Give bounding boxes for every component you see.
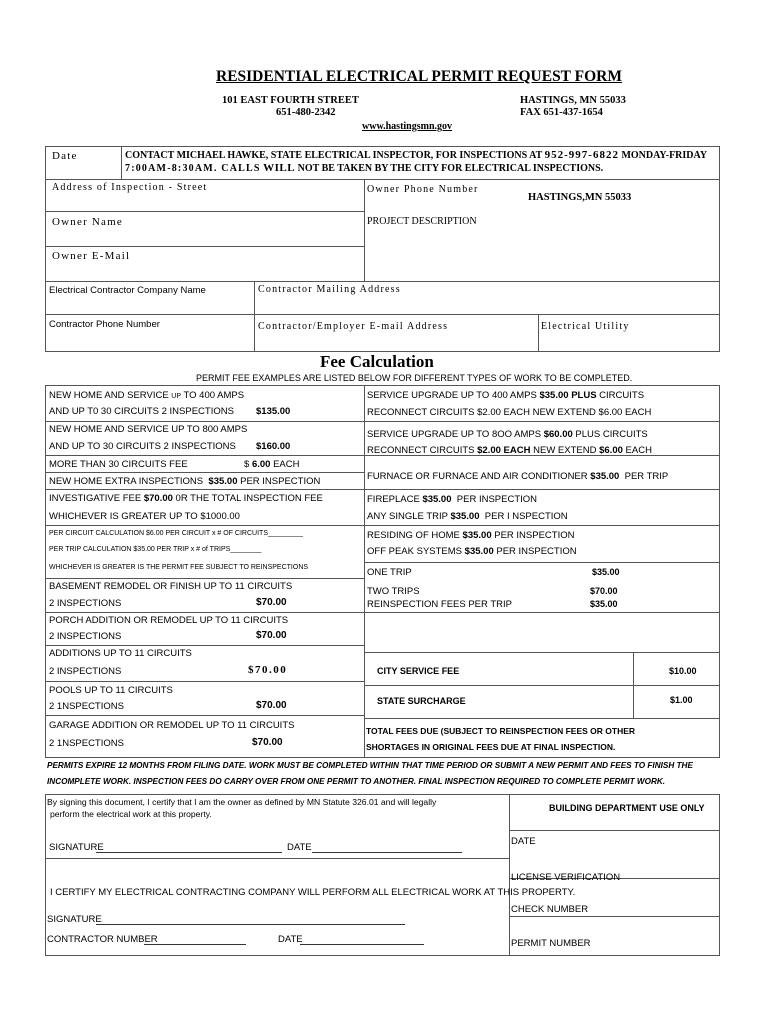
- fee-furnace: FURNACE OR FURNACE AND AIR CONDITIONER $35.00 PER TRIP: [367, 471, 669, 482]
- city-service-fee-amount: $10.00: [669, 666, 697, 676]
- fee-reinspection-amount: $35.00: [590, 599, 618, 609]
- fee-off-peak: OFF PEAK SYSTEMS $35.00 PER INSPECTION: [367, 546, 577, 557]
- fee-pools-amount: $70.00: [256, 700, 287, 711]
- owner-signature-label: SIGNATURE: [49, 842, 104, 853]
- fee-two-trips: TWO TRIPS: [367, 586, 420, 597]
- owner-date-line[interactable]: [312, 852, 462, 853]
- fee-residing: RESIDING OF HOME $35.00 PER INSPECTION: [367, 530, 575, 541]
- fee-basement: BASEMENT REMODEL OR FINISH UP TO 11 CIRCUITS: [49, 581, 293, 592]
- fee-extra-inspections: NEW HOME EXTRA INSPECTIONS $35.00 PER INSPECTION: [49, 476, 321, 487]
- per-circuit-calculation[interactable]: PER CIRCUIT CALCULATION $6.00 PER CIRCUIT x # OF CIRCUITS_________: [49, 530, 304, 537]
- contractor-mailing-field[interactable]: Contractor Mailing Address: [258, 284, 401, 295]
- contractor-number-label: CONTRACTOR NUMBER: [47, 934, 158, 945]
- fee-reconnect-1: RECONNECT CIRCUITS $2.00 EACH NEW EXTEND $6.00 EACH: [367, 407, 652, 418]
- fee-basement-amount: $70.00: [256, 597, 287, 608]
- expiration-notice-line2: INCOMPLETE WORK. INSPECTION FEES DO CARRY OVER FROM ONE PERMIT TO ANOTHER. FINAL INSPECTION REQUIRED TO COMPLETE PERMIT WORK.: [47, 777, 666, 786]
- contractor-signature-label: SIGNATURE: [47, 914, 102, 925]
- fee-additions-inspections: 2 INSPECTIONS: [49, 666, 122, 677]
- fee-single-trip: ANY SINGLE TRIP $35.00 PER I NSPECTION: [367, 511, 568, 522]
- fee-heading: Fee Calculation: [320, 352, 434, 371]
- contractor-phone-field[interactable]: Contractor Phone Number: [49, 319, 160, 330]
- fee-pools-inspections: 2 1NSPECTIONS: [49, 701, 124, 712]
- fee-additions-amount: $70.00: [248, 664, 288, 676]
- state-surcharge-label: STATE SURCHARGE: [377, 696, 466, 706]
- fee-upgrade-400: SERVICE UPGRADE UP TO 400 AMPS $35.00 PLUS CIRCUITS: [367, 390, 645, 401]
- owner-email-field[interactable]: Owner E-Mail: [52, 250, 131, 262]
- form-title: RESIDENTIAL ELECTRICAL PERMIT REQUEST FORM: [216, 68, 622, 85]
- whichever-greater-note: WHICHEVER IS GREATER IS THE PERMIT FEE SUBJECT TO REINSPECTIONS: [49, 564, 309, 571]
- fee-garage-amount: $70.00: [252, 737, 283, 748]
- fee-more-circuits-amount: $ 6.00 EACH: [244, 459, 300, 470]
- office-phone: 651-480-2342: [276, 107, 336, 118]
- city-value: HASTINGS,MN 55033: [528, 192, 632, 203]
- office-city: HASTINGS, MN 55033: [520, 95, 626, 106]
- license-verification-field[interactable]: LICENSE VERIFICATION: [511, 872, 621, 883]
- contractor-signature-line[interactable]: [96, 924, 405, 925]
- fee-reconnect-2: RECONNECT CIRCUITS $2.00 EACH NEW EXTEND $6.00 EACH: [367, 445, 652, 456]
- permit-number-field[interactable]: PERMIT NUMBER: [511, 938, 591, 949]
- fee-porch-amount: $70.00: [256, 630, 287, 641]
- owner-certification-line1: By signing this document, I certify that I am the owner as defined by MN Statute 326.01 and will legally: [47, 797, 437, 807]
- fee-additions: ADDITIONS UP TO 11 CIRCUITS: [49, 648, 192, 659]
- owner-signature-line[interactable]: [96, 852, 282, 853]
- fee-investigative-max: WHICHEVER IS GREATER UP TO $1000.00: [49, 511, 240, 522]
- office-street: 101 EAST FOURTH STREET: [222, 95, 359, 106]
- electrical-utility-field[interactable]: Electrical Utility: [541, 321, 630, 332]
- total-fees-line2: SHORTAGES IN ORIGINAL FEES DUE AT FINAL INSPECTION.: [366, 742, 616, 752]
- fee-fireplace: FIREPLACE $35.00 PER INSPECTION: [367, 494, 538, 505]
- date-field[interactable]: Date: [52, 150, 78, 162]
- fee-pools: POOLS UP TO 11 CIRCUITS: [49, 685, 173, 696]
- fee-garage-inspections: 2 1NSPECTIONS: [49, 738, 124, 749]
- address-field[interactable]: Address of Inspection - Street: [52, 182, 208, 193]
- contact-notice-line1: CONTACT MICHAEL HAWKE, STATE ELECTRICAL INSPECTOR, FOR INSPECTIONS AT 952-997-6822 MONDAY-FRIDAY: [125, 149, 708, 161]
- office-website[interactable]: www.hastingsmn.gov: [362, 121, 453, 132]
- owner-name-field[interactable]: Owner Name: [52, 216, 123, 228]
- fee-reinspection: REINSPECTION FEES PER TRIP: [367, 599, 512, 610]
- owner-phone-field[interactable]: Owner Phone Number: [367, 184, 479, 195]
- contractor-company-field[interactable]: Electrical Contractor Company Name: [49, 285, 206, 296]
- owner-date-label: DATE: [287, 842, 312, 853]
- fee-new-home-400-amount: $135.00: [256, 406, 291, 417]
- check-number-field[interactable]: CHECK NUMBER: [511, 904, 589, 915]
- fee-two-trips-amount: $70.00: [590, 586, 618, 596]
- fee-investigative: INVESTIGATIVE FEE $70.00 0R THE TOTAL INSPECTION FEE: [49, 493, 323, 504]
- contact-notice-line2: 7:00AM-8:30AM. CALLS WILL NOT BE TAKEN BY THE CITY FOR ELECTRICAL INSPECTIONS.: [125, 162, 604, 174]
- fee-new-home-400-circuits: AND UP T0 30 CIRCUITS 2 INSPECTIONS: [49, 406, 234, 417]
- fee-porch-inspections: 2 INSPECTIONS: [49, 631, 122, 642]
- fee-new-home-800-circuits: AND UP TO 30 CIRCUITS 2 INSPECTIONS: [49, 441, 236, 452]
- office-fax: FAX 651-437-1654: [520, 107, 603, 118]
- department-use-title: BUILDING DEPARTMENT USE ONLY: [549, 803, 705, 813]
- expiration-notice-line1: PERMITS EXPIRE 12 MONTHS FROM FILING DATE. WORK MUST BE COMPLETED WITHIN THAT TIME PERIOD OR SUBMIT A NEW PERMIT AND FEES TO FINISH THE: [47, 761, 693, 770]
- contractor-email-field[interactable]: Contractor/Employer E-mail Address: [258, 321, 449, 332]
- fee-subheading: PERMIT FEE EXAMPLES ARE LISTED BELOW FOR DIFFERENT TYPES OF WORK TO BE COMPLETED.: [196, 373, 633, 383]
- contractor-number-line[interactable]: [144, 944, 246, 945]
- fee-garage: GARAGE ADDITION OR REMODEL UP TO 11 CIRCUITS: [49, 720, 295, 731]
- fee-basement-inspections: 2 INSPECTIONS: [49, 598, 122, 609]
- fee-more-circuits: MORE THAN 30 CIRCUITS FEE: [49, 459, 188, 470]
- total-fees-line1: TOTAL FEES DUE (SUBJECT TO REINSPECTION FEES OR OTHER: [366, 726, 636, 736]
- state-surcharge-amount: $1.00: [670, 695, 693, 705]
- owner-certification-line2: perform the electrical work at this property.: [50, 809, 212, 819]
- contractor-date-label: DATE: [278, 934, 303, 945]
- project-description-field[interactable]: PROJECT DESCRIPTION: [367, 216, 477, 227]
- contractor-certification: I CERTIFY MY ELECTRICAL CONTRACTING COMPANY WILL PERFORM ALL ELECTRICAL WORK AT THIS PROPERTY.: [50, 887, 576, 898]
- fee-new-home-400: NEW HOME AND SERVICE UP TO 400 AMPS: [49, 390, 245, 401]
- fee-upgrade-800: SERVICE UPGRADE UP TO 8OO AMPS $60.00 PLUS CIRCUITS: [367, 429, 648, 440]
- city-service-fee-label: CITY SERVICE FEE: [377, 666, 460, 676]
- fee-new-home-800-amount: $160.00: [256, 441, 291, 452]
- fee-one-trip: ONE TRIP: [367, 567, 412, 578]
- fee-one-trip-amount: $35.00: [592, 567, 620, 577]
- contractor-date-line[interactable]: [300, 944, 424, 945]
- department-date-field[interactable]: DATE: [511, 836, 536, 847]
- fee-porch: PORCH ADDITION OR REMODEL UP TO 11 CIRCUITS: [49, 615, 289, 626]
- fee-new-home-800: NEW HOME AND SERVICE UP TO 800 AMPS: [49, 424, 248, 435]
- per-trip-calculation[interactable]: PER TRIP CALCULATION $35.00 PER TRIP x # of TRIPS________: [49, 546, 262, 553]
